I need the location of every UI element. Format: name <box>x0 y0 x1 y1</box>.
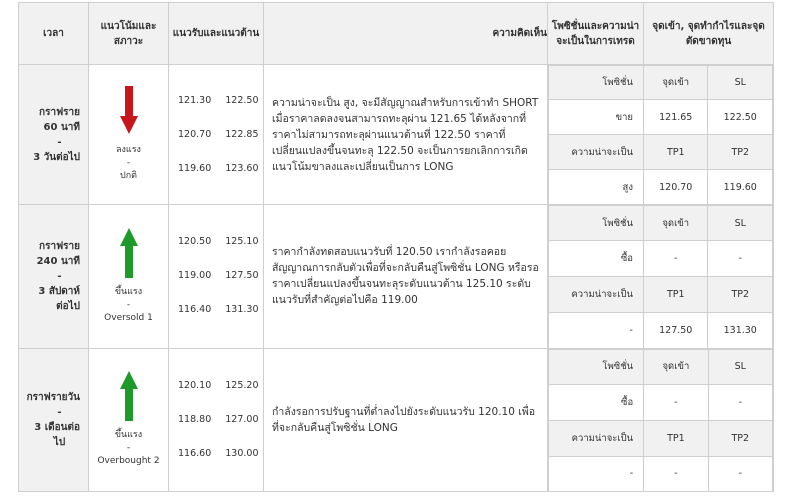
level-pair <box>169 162 263 176</box>
period-cell <box>19 348 89 492</box>
period-horizon: 3 วันต่อไป <box>33 151 80 163</box>
header-comment: ความคิดเห็น <box>264 3 548 65</box>
period-separator: - <box>57 270 62 282</box>
position-label: สูง <box>549 170 644 204</box>
level-pair <box>169 269 263 283</box>
position-value-a: 121.65 <box>643 100 708 135</box>
comment-cell: ราคากำลังทดสอบแนวรับที่ 120.50 เรากำลังรอคอยสัญญาณการกลับตัวเพื่อที่จะกลับคืนสู่โพซิชั่น LONG หรือรอราคาเปลี่ยนแปลงขึ้นจนทะลุระดับแนวต้าน 125.10 ระดับแนวรับที่สำคัญต่อไปคือ 119.00 <box>264 205 548 349</box>
up-arrow-icon <box>120 228 138 278</box>
level-pair <box>169 235 263 249</box>
period-label: กราฟราย <box>39 106 80 118</box>
header-time: เวลา <box>19 3 89 65</box>
position-label: ขาย <box>549 100 644 135</box>
position-value-b: TP2 <box>708 277 773 313</box>
trend-separator: - <box>126 443 131 454</box>
resistance-value: 125.10 <box>225 236 259 248</box>
position-value-a: - <box>643 241 708 277</box>
level-pair <box>169 413 263 427</box>
position-value-b: 119.60 <box>708 170 773 204</box>
header-row <box>19 3 774 65</box>
trend-separator: - <box>126 299 131 310</box>
table-row <box>19 348 774 492</box>
resistance-value: 125.20 <box>225 379 259 391</box>
position-value-b: 131.30 <box>708 313 773 348</box>
resistance-value: 127.50 <box>225 270 259 282</box>
table-row <box>19 65 774 205</box>
support-value: 120.10 <box>178 379 212 391</box>
position-value-b: SL <box>708 206 773 241</box>
position-label: ซื้อ <box>549 384 644 420</box>
period-label: 60 นาที <box>43 121 80 133</box>
position-value-b: - <box>708 456 772 491</box>
position-value-a: TP1 <box>644 420 708 456</box>
support-value: 119.60 <box>178 162 212 174</box>
levels-cell <box>169 205 264 349</box>
position-value-a: 120.70 <box>643 170 708 204</box>
header-trend: แนวโน้มและสภาวะ <box>89 3 169 65</box>
position-value-b: 122.50 <box>708 100 773 135</box>
level-pair <box>169 447 263 461</box>
period-separator: - <box>57 136 62 148</box>
trend-strength: ขึ้นแรง <box>114 430 143 441</box>
up-arrow-icon <box>120 371 138 421</box>
period-horizon: 3 เดือนต่อ <box>34 421 80 433</box>
trend-separator: - <box>126 158 131 168</box>
resistance-value: 127.00 <box>225 413 259 425</box>
period-cell <box>19 65 89 205</box>
position-value-b: TP2 <box>708 420 772 456</box>
comment-cell: กำลังรอการปรับฐานที่ต่ำลงไปยังระดับแนวรับ 120.10 เพื่อที่จะกลับคืนสู่โพซิชั่น LONG <box>264 348 548 492</box>
trend-condition: Oversold 1 <box>104 312 153 323</box>
position-value-a: 127.50 <box>643 313 708 348</box>
resistance-value: 123.60 <box>225 162 259 174</box>
support-value: 116.40 <box>178 304 212 316</box>
trend-strength: ลงแรง <box>116 145 141 155</box>
header-entry: จุดเข้า, จุดทำกำไรและจุดตัดขาดทุน <box>644 3 774 65</box>
table-row <box>19 205 774 349</box>
trend-strength: ขึ้นแรง <box>114 286 143 297</box>
level-pair <box>169 128 263 142</box>
position-value-a: จุดเข้า <box>644 349 708 384</box>
position-value-b: - <box>708 384 772 420</box>
comment-cell: ความน่าจะเป็น สูง, จะมีสัญญาณสำหรับการเข้าทำ SHORT เมื่อราคาลดลงจนสามารถทะลุผ่าน 121.65 ได้หลังจากที่ราคาไม่สามารถทะลุผ่านแนวต้านที่ 122.50 ราคาที่เปลี่ยนแปลงขึ้นจนทะลุ 122.50 จะเป็นการยกเลิกการเกิดแนวโน้มขาลงและเปลี่ยนเป็นการ LONG <box>264 65 548 205</box>
trend-cell <box>89 205 169 349</box>
position-value-b: TP2 <box>708 135 773 170</box>
position-value-b: SL <box>708 66 773 100</box>
trend-cell <box>89 65 169 205</box>
support-value: 120.70 <box>178 128 212 140</box>
support-value: 116.60 <box>178 447 212 459</box>
levels-cell <box>169 348 264 492</box>
position-value-a: จุดเข้า <box>643 66 708 100</box>
down-arrow-icon <box>120 86 138 136</box>
position-label: ความน่าจะเป็น <box>549 277 644 313</box>
support-value: 120.50 <box>178 236 212 248</box>
level-pair <box>169 379 263 393</box>
position-label: ความน่าจะเป็น <box>549 420 644 456</box>
position-value-b: SL <box>708 349 772 384</box>
resistance-value: 130.00 <box>225 447 259 459</box>
period-cell <box>19 205 89 349</box>
position-label: - <box>549 456 644 491</box>
position-label: โพซิชั่น <box>549 206 644 241</box>
position-label: โพซิชั่น <box>549 349 644 384</box>
trend-condition: ปกติ <box>119 171 137 181</box>
position-table <box>548 65 773 204</box>
position-table <box>548 349 773 492</box>
position-value-a: - <box>644 384 708 420</box>
position-cell <box>548 65 774 205</box>
position-label: ความน่าจะเป็น <box>549 135 644 170</box>
trend-cell <box>89 348 169 492</box>
position-label: ซื้อ <box>549 241 644 277</box>
period-horizon: ต่อไป <box>56 300 80 312</box>
position-value-b: - <box>708 241 773 277</box>
header-levels: แนวรับและแนวต้าน <box>169 3 264 65</box>
position-label: โพซิชั่น <box>549 66 644 100</box>
position-value-a: TP1 <box>643 277 708 313</box>
period-separator: - <box>57 406 62 418</box>
position-table <box>548 205 773 348</box>
resistance-value: 131.30 <box>225 304 259 316</box>
position-value-a: TP1 <box>643 135 708 170</box>
position-cell <box>548 348 774 492</box>
position-value-a: จุดเข้า <box>643 206 708 241</box>
resistance-value: 122.50 <box>225 94 259 106</box>
level-pair <box>169 94 263 108</box>
forecast-table <box>18 2 774 492</box>
support-value: 119.00 <box>178 270 212 282</box>
position-value-a: - <box>644 456 708 491</box>
resistance-value: 122.85 <box>225 128 259 140</box>
support-value: 118.80 <box>178 413 212 425</box>
period-label: 240 นาที <box>36 255 80 267</box>
level-pair <box>169 303 263 317</box>
header-position: โพซิชั่นและความน่าจะเป็นในการเทรด <box>548 3 644 65</box>
period-label: กราฟราย <box>39 240 80 252</box>
support-value: 121.30 <box>178 94 212 106</box>
position-label: - <box>549 313 644 348</box>
trend-condition: Overbought 2 <box>97 456 160 467</box>
period-horizon: 3 สัปดาห์ <box>38 285 80 297</box>
period-horizon: ไป <box>53 436 66 448</box>
period-label: กราฟรายวัน <box>26 391 80 403</box>
levels-cell <box>169 65 264 205</box>
position-cell <box>548 205 774 349</box>
